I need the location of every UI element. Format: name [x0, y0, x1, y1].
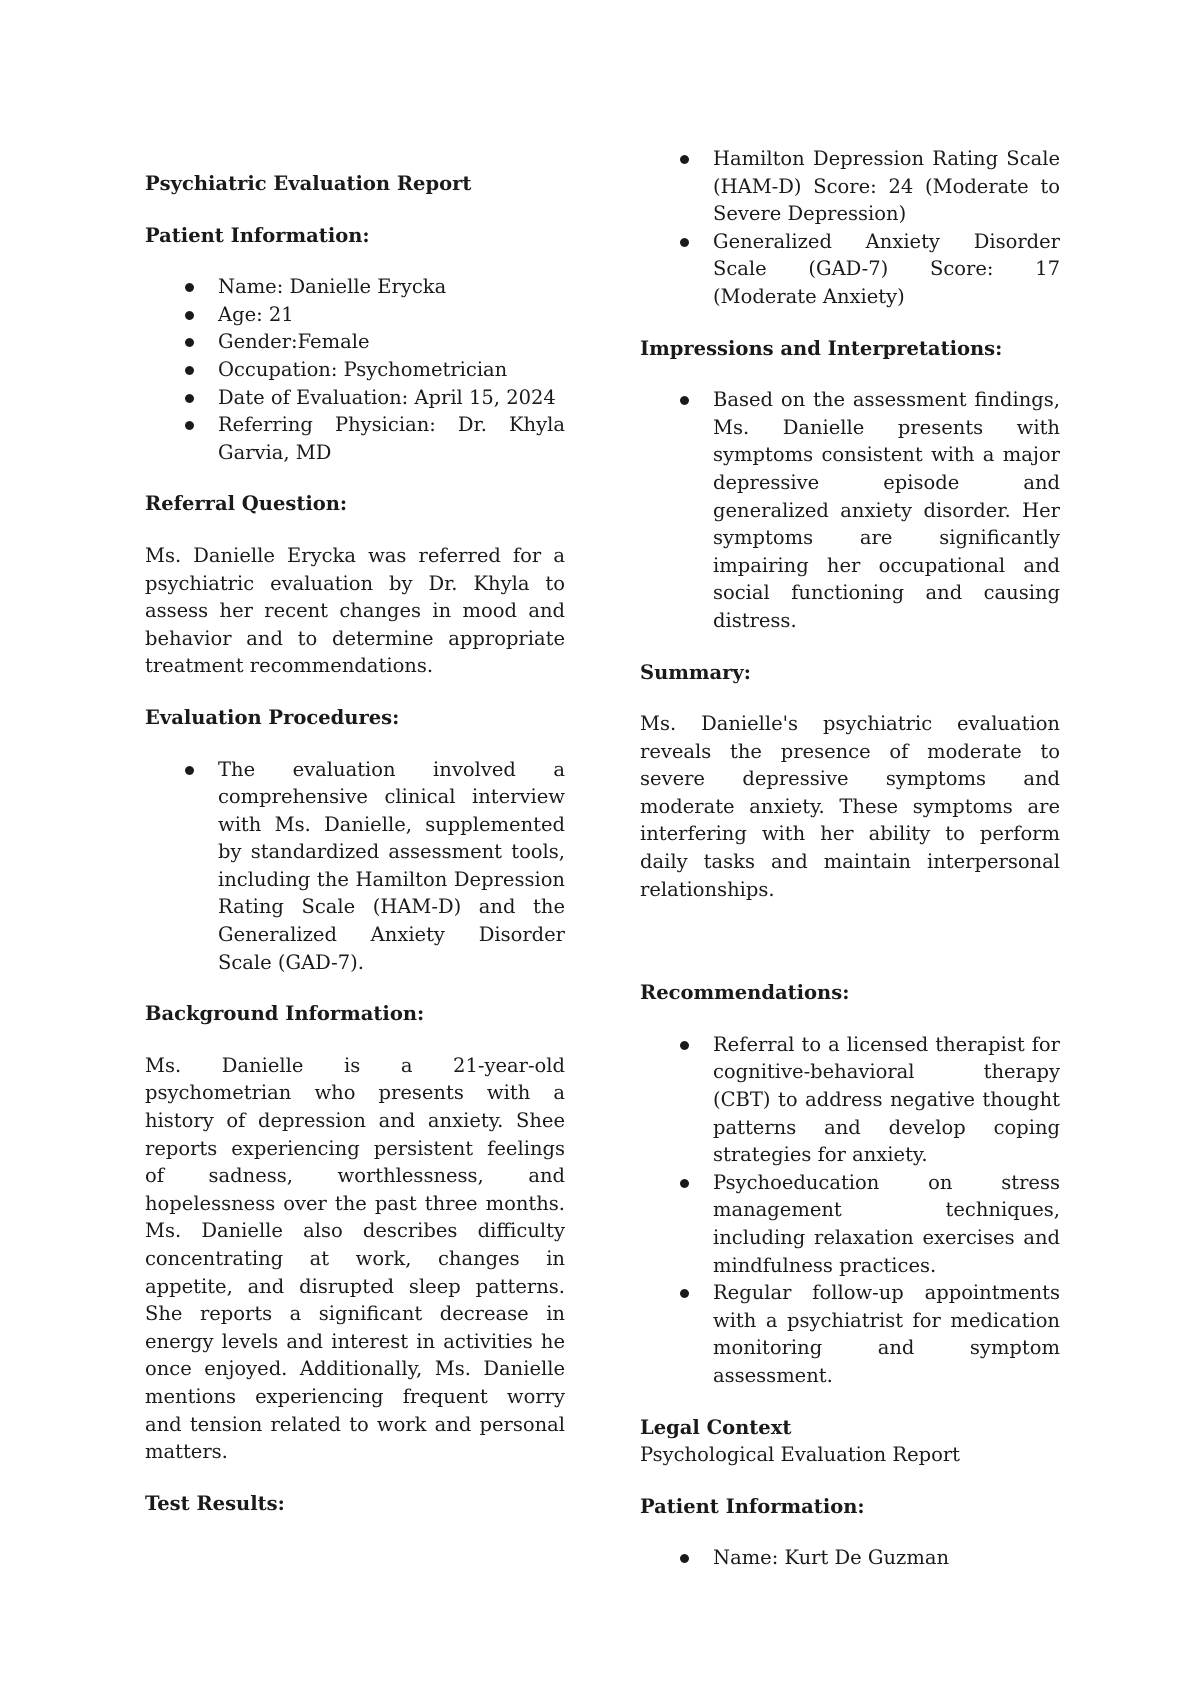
procedures-list — [145, 756, 565, 977]
referral-heading: Referral Question: — [145, 492, 348, 516]
patient-info-heading: Patient Information: — [145, 223, 370, 247]
recommendations-heading: Recommendations: — [640, 981, 850, 1005]
patient-info-list — [145, 273, 565, 466]
list-item: Referral to a licensed therapist for cognitive-behavioral therapy (CBT) to address negative thought patterns and develop coping strategies for anxiety. — [640, 1031, 1060, 1169]
blank-spacer — [640, 927, 1060, 979]
legal-context-heading: Legal Context — [640, 1415, 792, 1439]
summary-heading: Summary: — [640, 660, 751, 684]
list-item: Gender:Female — [145, 328, 565, 356]
patient-info-heading-2: Patient Information: — [640, 1494, 865, 1518]
list-item: Name: Danielle Erycka — [145, 273, 565, 301]
list-item: Psychoeducation on stress management techniques, including relaxation exercises and mindfulness practices. — [640, 1169, 1060, 1279]
test-results-list — [640, 145, 1060, 311]
left-column — [145, 170, 565, 1541]
patient-info-list-2 — [640, 1544, 1060, 1572]
right-column — [640, 145, 1060, 1596]
background-heading: Background Information: — [145, 1002, 425, 1026]
list-item: Regular follow-up appointments with a psychiatrist for medication monitoring and symptom assessment. — [640, 1279, 1060, 1389]
list-item: Hamilton Depression Rating Scale (HAM-D) Score: 24 (Moderate to Severe Depression) — [640, 145, 1060, 228]
summary-text: Ms. Danielle's psychiatric evaluation reveals the presence of moderate to severe depressive symptoms and moderate anxiety. These symptoms are interfering with her ability to perform daily tasks and maintain interpersonal relationships. — [640, 712, 1060, 901]
report-title: Psychiatric Evaluation Report — [145, 172, 472, 195]
list-item: The evaluation involved a comprehensive clinical interview with Ms. Danielle, supplemented by standardized assessment tools, including the Hamilton Depression Rating Scale (HAM-D) and the Generalized Anxiety Disorder Scale (GAD-7). — [145, 756, 565, 977]
test-results-heading: Test Results: — [145, 1491, 285, 1515]
background-text: Ms. Danielle is a 21-year-old psychometrian who presents with a history of depression and anxiety. Shee reports experiencing persistent feelings of sadness, worthlessness, and hopelessness over the past three months. Ms. Danielle also describes difficulty concentrating at work, changes in appetite, and disrupted sleep patterns. She reports a significant decrease in energy levels and interest in activities he once enjoyed. Additionally, Ms. Danielle mentions experiencing frequent worry and tension related to work and personal matters. — [145, 1053, 565, 1464]
list-item: Name: Kurt De Guzman — [640, 1544, 1060, 1572]
procedures-heading: Evaluation Procedures: — [145, 705, 400, 729]
impressions-list — [640, 386, 1060, 634]
list-item: Age: 21 — [145, 301, 565, 329]
list-item: Generalized Anxiety Disorder Scale (GAD-7) Score: 17 (Moderate Anxiety) — [640, 228, 1060, 311]
legal-subtitle: Psychological Evaluation Report — [640, 1443, 960, 1467]
impressions-heading: Impressions and Interpretations: — [640, 336, 1003, 360]
list-item: Date of Evaluation: April 15, 2024 — [145, 384, 565, 412]
list-item: Based on the assessment findings, Ms. Danielle presents with symptoms consistent with a major depressive episode and generalized anxiety disorder. Her symptoms are significantly impairing her occupational and social functioning and causing distress. — [640, 386, 1060, 634]
referral-text: Ms. Danielle Erycka was referred for a psychiatric evaluation by Dr. Khyla to assess her recent changes in mood and behavior and to determine appropriate treatment recommendations. — [145, 543, 565, 678]
list-item: Referring Physician: Dr. Khyla Garvia, MD — [145, 411, 565, 466]
list-item: Occupation: Psychometrician — [145, 356, 565, 384]
recommendations-list — [640, 1031, 1060, 1390]
